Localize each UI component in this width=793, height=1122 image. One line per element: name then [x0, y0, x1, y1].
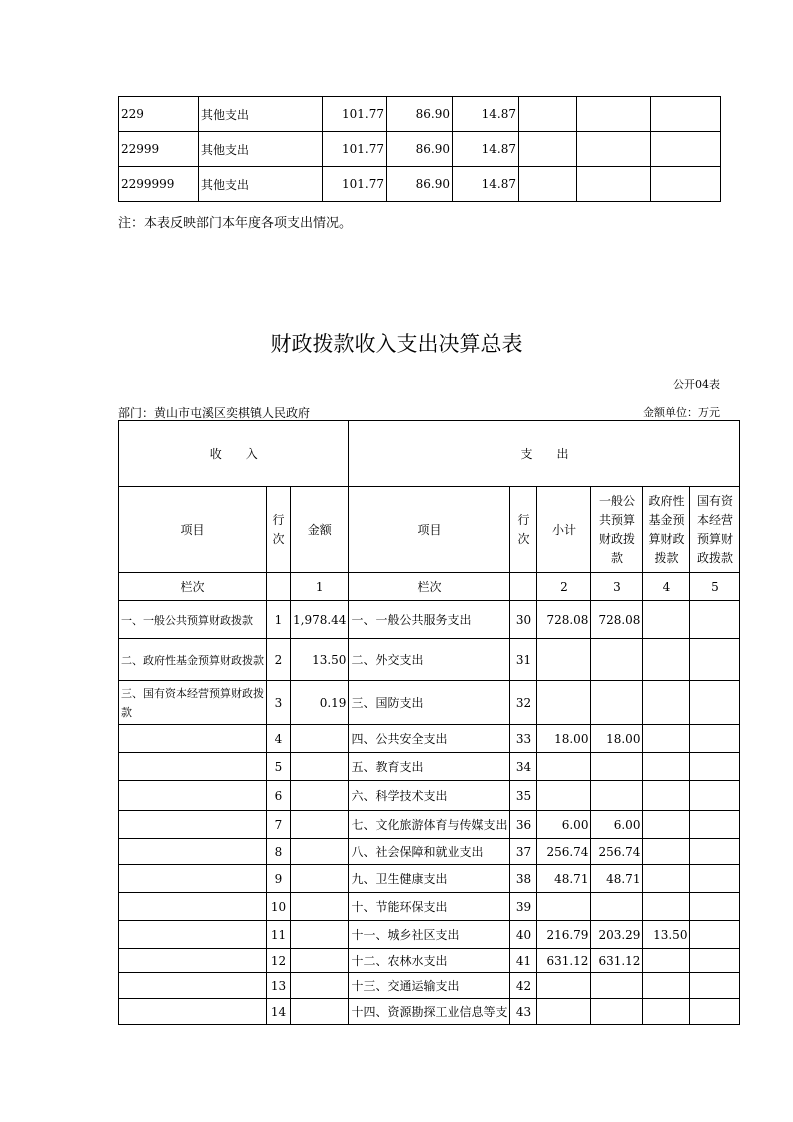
cell-total: 101.77 — [323, 167, 387, 202]
cell-in-item — [119, 999, 267, 1025]
col-line2-header: 行次 — [510, 487, 537, 573]
index-4: 4 — [643, 573, 690, 601]
expense-detail-table — [118, 96, 721, 202]
cell-basic: 86.90 — [387, 132, 453, 167]
cell-subtotal: 216.79 — [537, 921, 591, 949]
cell-out-item: 四、公共安全支出 — [349, 725, 510, 753]
cell-fund — [643, 999, 690, 1025]
cell-out-item: 十二、农林水支出 — [349, 949, 510, 973]
col-subtotal-header: 小计 — [537, 487, 591, 573]
cell-in-amount — [291, 893, 349, 921]
cell-total: 101.77 — [323, 97, 387, 132]
index-2: 2 — [537, 573, 591, 601]
table-row — [119, 949, 740, 973]
table-row — [119, 753, 740, 781]
cell-blank — [651, 167, 721, 202]
cell-subtotal — [537, 973, 591, 999]
cell-state — [690, 811, 740, 839]
cell-fund — [643, 753, 690, 781]
table-row — [119, 811, 740, 839]
cell-in-amount — [291, 811, 349, 839]
col-general-header: 一般公共预算财政拨款 — [591, 487, 643, 573]
cell-basic: 86.90 — [387, 167, 453, 202]
cell-fund — [643, 949, 690, 973]
cell-blank — [651, 132, 721, 167]
cell-subtotal: 256.74 — [537, 839, 591, 865]
table-row — [119, 167, 721, 202]
col-item2-header: 项目 — [349, 487, 510, 573]
cell-general — [591, 681, 643, 725]
fiscal-summary-table — [118, 420, 740, 1025]
cell-blank — [651, 97, 721, 132]
cell-code: 22999 — [119, 132, 199, 167]
cell-out-line: 31 — [510, 639, 537, 681]
table-row — [119, 839, 740, 865]
cell-code: 2299999 — [119, 167, 199, 202]
cell-in-line: 13 — [267, 973, 291, 999]
cell-in-line: 2 — [267, 639, 291, 681]
cell-project: 14.87 — [453, 97, 519, 132]
cell-subtotal — [537, 781, 591, 811]
cell-in-line: 14 — [267, 999, 291, 1025]
cell-in-amount: 0.19 — [291, 681, 349, 725]
cell-name: 其他支出 — [199, 97, 323, 132]
table-row — [119, 893, 740, 921]
cell-state — [690, 973, 740, 999]
cell-general: 48.71 — [591, 865, 643, 893]
table-row — [119, 999, 740, 1025]
cell-fund — [643, 639, 690, 681]
cell-project: 14.87 — [453, 167, 519, 202]
cell-out-line: 34 — [510, 753, 537, 781]
cell-general: 728.08 — [591, 601, 643, 639]
cell-out-item: 五、教育支出 — [349, 753, 510, 781]
cell-subtotal: 728.08 — [537, 601, 591, 639]
cell-in-item: 二、政府性基金预算财政拨款 — [119, 639, 267, 681]
cell-in-line: 6 — [267, 781, 291, 811]
cell-out-item: 十三、交通运输支出 — [349, 973, 510, 999]
cell-name: 其他支出 — [199, 132, 323, 167]
table-row — [119, 725, 740, 753]
income-header: 收 入 — [119, 421, 349, 487]
cell-subtotal: 18.00 — [537, 725, 591, 753]
cell-in-item — [119, 781, 267, 811]
table-row — [119, 639, 740, 681]
cell-blank — [519, 132, 577, 167]
cell-in-line: 5 — [267, 753, 291, 781]
expense-header: 支 出 — [349, 421, 740, 487]
cell-state — [690, 949, 740, 973]
col-line-header: 行次 — [267, 487, 291, 573]
index-label: 栏次 — [119, 573, 267, 601]
cell-out-item: 三、国防支出 — [349, 681, 510, 725]
cell-blank — [577, 167, 651, 202]
cell-in-line: 8 — [267, 839, 291, 865]
cell-blank — [577, 97, 651, 132]
cell-in-amount — [291, 865, 349, 893]
cell-state — [690, 601, 740, 639]
index-5: 5 — [690, 573, 740, 601]
index-1: 1 — [291, 573, 349, 601]
table-row — [119, 681, 740, 725]
cell-in-line: 10 — [267, 893, 291, 921]
cell-in-item — [119, 839, 267, 865]
cell-out-line: 33 — [510, 725, 537, 753]
cell-general — [591, 781, 643, 811]
cell-in-amount — [291, 753, 349, 781]
cell-out-line: 30 — [510, 601, 537, 639]
cell-out-line: 40 — [510, 921, 537, 949]
cell-fund — [643, 973, 690, 999]
col-state-header: 国有资本经营预算财政拨款 — [690, 487, 740, 573]
cell-in-line: 1 — [267, 601, 291, 639]
col-amount-header: 金额 — [291, 487, 349, 573]
cell-fund — [643, 681, 690, 725]
cell-subtotal: 631.12 — [537, 949, 591, 973]
cell-general — [591, 973, 643, 999]
cell-in-line: 12 — [267, 949, 291, 973]
cell-out-item: 二、外交支出 — [349, 639, 510, 681]
table-row — [119, 973, 740, 999]
table-row — [119, 132, 721, 167]
cell-out-line: 43 — [510, 999, 537, 1025]
cell-out-item: 九、卫生健康支出 — [349, 865, 510, 893]
cell-state — [690, 921, 740, 949]
cell-out-item: 七、文化旅游体育与传媒支出 — [349, 811, 510, 839]
cell-general: 256.74 — [591, 839, 643, 865]
cell-in-amount — [291, 725, 349, 753]
cell-out-line: 36 — [510, 811, 537, 839]
cell-in-item — [119, 725, 267, 753]
cell-in-line: 3 — [267, 681, 291, 725]
cell-in-line: 7 — [267, 811, 291, 839]
cell-general: 18.00 — [591, 725, 643, 753]
cell-out-line: 42 — [510, 973, 537, 999]
cell-basic: 86.90 — [387, 97, 453, 132]
index-3: 3 — [591, 573, 643, 601]
cell-out-line: 35 — [510, 781, 537, 811]
cell-subtotal: 6.00 — [537, 811, 591, 839]
index-blank — [510, 573, 537, 601]
cell-project: 14.87 — [453, 132, 519, 167]
cell-state — [690, 725, 740, 753]
cell-out-line: 38 — [510, 865, 537, 893]
cell-fund — [643, 865, 690, 893]
table-row — [119, 601, 740, 639]
cell-blank — [577, 132, 651, 167]
cell-blank — [519, 97, 577, 132]
table-note: 注：本表反映部门本年度各项支出情况。 — [118, 216, 353, 231]
cell-in-item — [119, 811, 267, 839]
cell-state — [690, 893, 740, 921]
page-title: 财政拨款收入支出决算总表 — [270, 332, 523, 356]
cell-out-line: 39 — [510, 893, 537, 921]
department-label: 部门：黄山市屯溪区奕棋镇人民政府 — [118, 406, 311, 420]
cell-in-line: 4 — [267, 725, 291, 753]
cell-in-amount: 1,978.44 — [291, 601, 349, 639]
cell-state — [690, 639, 740, 681]
cell-in-item — [119, 949, 267, 973]
cell-general — [591, 753, 643, 781]
cell-out-line: 32 — [510, 681, 537, 725]
cell-in-amount: 13.50 — [291, 639, 349, 681]
table-row — [119, 97, 721, 132]
cell-state — [690, 999, 740, 1025]
cell-total: 101.77 — [323, 132, 387, 167]
form-number: 公开04表 — [673, 378, 720, 391]
cell-out-item: 六、科学技术支出 — [349, 781, 510, 811]
cell-in-amount — [291, 973, 349, 999]
cell-in-item: 三、国有资本经营预算财政拨款 — [119, 681, 267, 725]
cell-in-item — [119, 973, 267, 999]
cell-subtotal — [537, 753, 591, 781]
cell-general — [591, 999, 643, 1025]
cell-in-line: 11 — [267, 921, 291, 949]
cell-general — [591, 639, 643, 681]
cell-subtotal — [537, 893, 591, 921]
unit-label: 金额单位：万元 — [643, 406, 720, 419]
cell-in-item — [119, 921, 267, 949]
cell-code: 229 — [119, 97, 199, 132]
cell-fund — [643, 839, 690, 865]
cell-in-item — [119, 753, 267, 781]
cell-state — [690, 753, 740, 781]
cell-state — [690, 839, 740, 865]
cell-out-item: 十四、资源勘探工业信息等支 — [349, 999, 510, 1025]
cell-state — [690, 865, 740, 893]
cell-subtotal — [537, 639, 591, 681]
cell-in-item — [119, 865, 267, 893]
table-row — [119, 921, 740, 949]
cell-out-line: 37 — [510, 839, 537, 865]
cell-out-item: 十一、城乡社区支出 — [349, 921, 510, 949]
cell-general: 631.12 — [591, 949, 643, 973]
cell-fund: 13.50 — [643, 921, 690, 949]
cell-in-amount — [291, 921, 349, 949]
cell-out-item: 十、节能环保支出 — [349, 893, 510, 921]
table-row — [119, 781, 740, 811]
table-row — [119, 865, 740, 893]
cell-fund — [643, 811, 690, 839]
cell-subtotal — [537, 681, 591, 725]
cell-subtotal: 48.71 — [537, 865, 591, 893]
cell-blank — [519, 167, 577, 202]
cell-state — [690, 681, 740, 725]
cell-fund — [643, 893, 690, 921]
cell-subtotal — [537, 999, 591, 1025]
cell-name: 其他支出 — [199, 167, 323, 202]
cell-out-item: 八、社会保障和就业支出 — [349, 839, 510, 865]
cell-in-amount — [291, 949, 349, 973]
cell-out-line: 41 — [510, 949, 537, 973]
cell-general: 6.00 — [591, 811, 643, 839]
cell-fund — [643, 601, 690, 639]
index-blank — [267, 573, 291, 601]
cell-in-item: 一、一般公共预算财政拨款 — [119, 601, 267, 639]
cell-in-amount — [291, 999, 349, 1025]
cell-fund — [643, 781, 690, 811]
col-item-header: 项目 — [119, 487, 267, 573]
cell-in-amount — [291, 839, 349, 865]
cell-fund — [643, 725, 690, 753]
cell-state — [690, 781, 740, 811]
cell-in-line: 9 — [267, 865, 291, 893]
cell-in-amount — [291, 781, 349, 811]
col-fund-header: 政府性基金预算财政拨款 — [643, 487, 690, 573]
index-label-2: 栏次 — [349, 573, 510, 601]
cell-general — [591, 893, 643, 921]
cell-general: 203.29 — [591, 921, 643, 949]
cell-in-item — [119, 893, 267, 921]
cell-out-item: 一、一般公共服务支出 — [349, 601, 510, 639]
